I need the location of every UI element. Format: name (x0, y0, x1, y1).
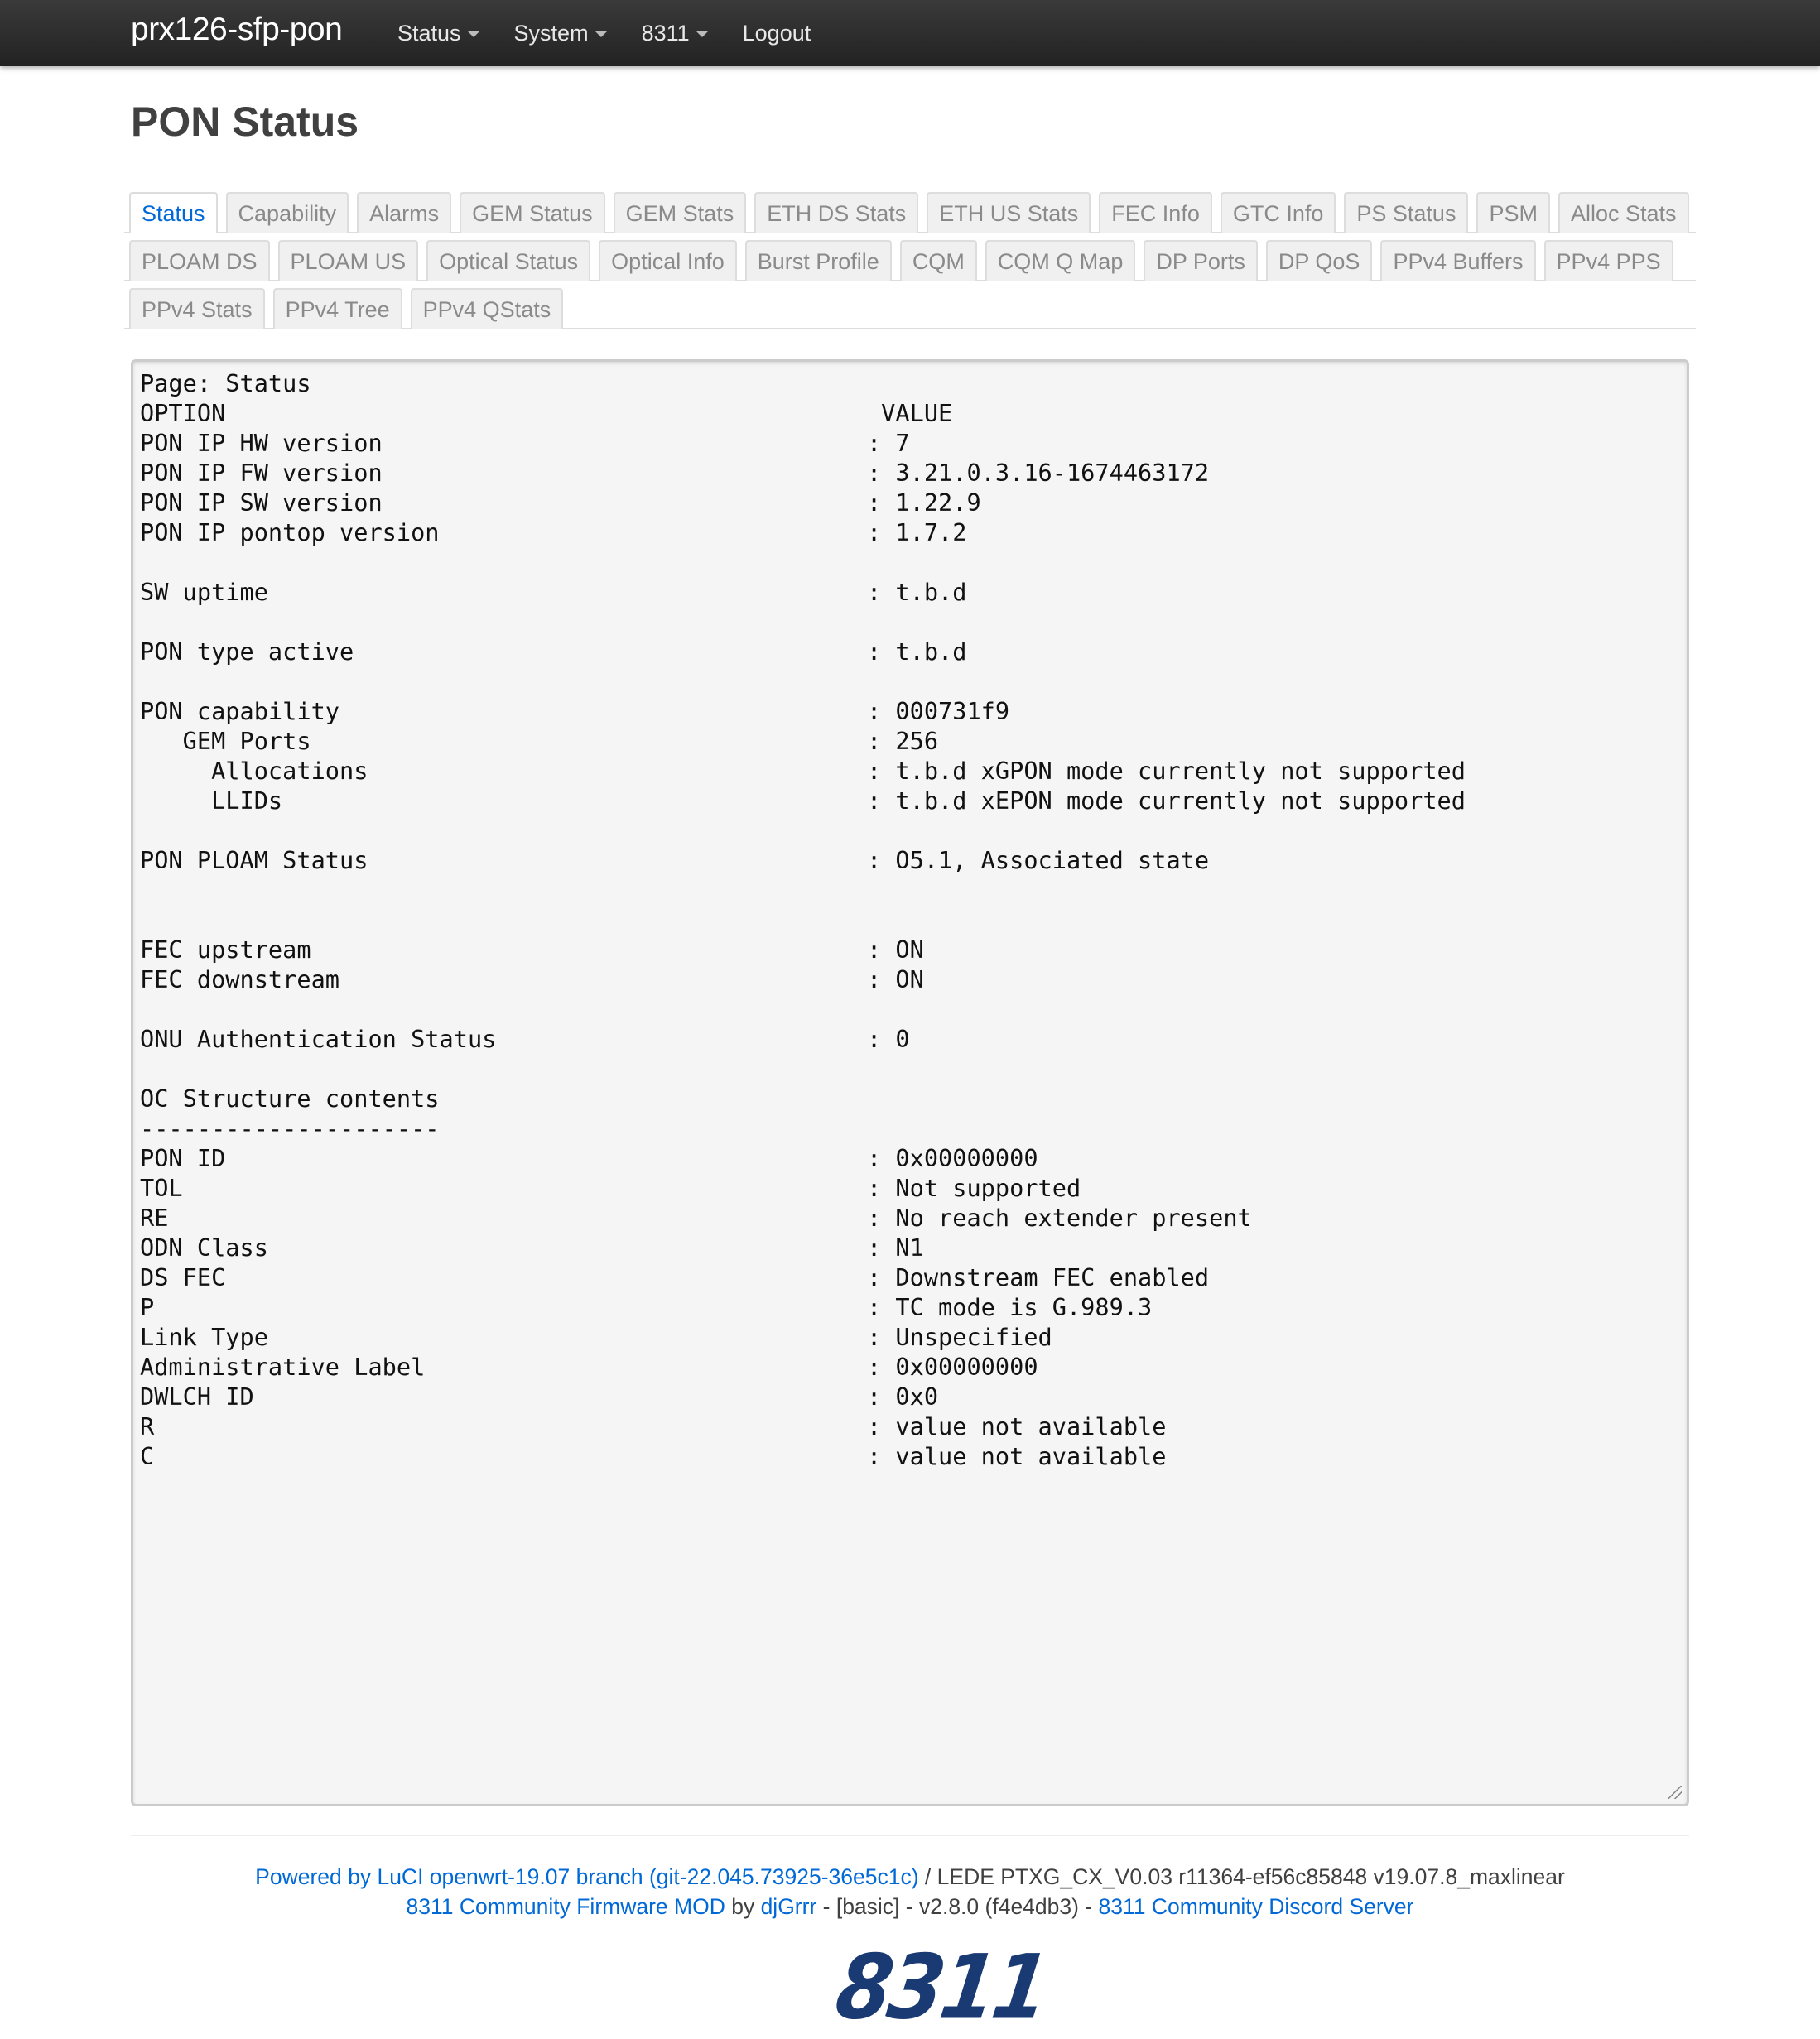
brand-hostname[interactable]: prx126-sfp-pon (131, 12, 343, 47)
nav-logout-label: Logout (742, 20, 811, 46)
nav-8311-label: 8311 (641, 20, 690, 46)
tab-ps-status[interactable]: PS Status (1344, 192, 1468, 233)
resize-grip-icon[interactable] (1668, 1786, 1682, 1799)
tab-cqm-q-map[interactable]: CQM Q Map (985, 240, 1136, 281)
tab-gtc-info[interactable]: GTC Info (1221, 192, 1336, 233)
nav-status-menu[interactable] (397, 21, 479, 46)
luci-version-link[interactable]: Powered by LuCI openwrt-19.07 branch (git-22.045.73925-36e5c1c) (255, 1864, 919, 1889)
caret-down-icon (595, 31, 607, 37)
community-firmware-link[interactable]: 8311 Community Firmware MOD (406, 1894, 725, 1919)
tab-cqm[interactable]: CQM (900, 240, 977, 281)
tab-optical-status[interactable]: Optical Status (426, 240, 590, 281)
tab-fec-info[interactable]: FEC Info (1099, 192, 1212, 233)
nav-menu (397, 0, 845, 66)
status-output-textarea[interactable] (131, 359, 1689, 1806)
caret-down-icon (696, 31, 708, 37)
tab-ppv4-qstats[interactable]: PPv4 QStats (411, 288, 564, 329)
tab-row-2 (124, 235, 1696, 281)
tab-capability[interactable]: Capability (226, 192, 349, 233)
nav-system-menu[interactable] (514, 21, 607, 46)
footer-divider (131, 1835, 1689, 1836)
tab-alloc-stats[interactable]: Alloc Stats (1558, 192, 1689, 233)
nav-system-label: System (513, 20, 589, 46)
tab-ppv4-pps[interactable]: PPv4 PPS (1544, 240, 1673, 281)
tab-status[interactable]: Status (129, 192, 218, 233)
tab-psm[interactable]: PSM (1476, 192, 1550, 233)
tab-burst-profile[interactable]: Burst Profile (745, 240, 892, 281)
nav-status-label: Status (397, 20, 461, 46)
firmware-version-text: / LEDE PTXG_CX_V0.03 r11364-ef56c85848 v19.07.8_maxlinear (918, 1864, 1565, 1889)
status-output-text: Page: Status OPTION VALUE PON IP HW version : 7 PON IP FW version : 3.21.0.3.16-1674463172 PON IP SW version : 1.22.9 PON IP pontop version : 1.7.2 SW uptime : t.b.d PON type active : t.b.d PON capability : 000731f9 GEM Ports : 256 Allocations : t.b.d xGPON mode currently not supported LLIDs : t.b.d xEPON mode currently not supported PON PLOAM Status : O5.1, Associated state FEC upstream : ON FEC downstream : ON ONU Authentication Status : 0 OC Structure contents --------------------- PON ID : 0x00000000 TOL : Not supported RE : No reach extender present ODN Class : N1 DS FEC : Downstream FEC enabled P : TC mode is G.989.3 Link Type : Unspecified Administrative Label : 0x00000000 DWLCH ID : 0x0 R : value not available C : value not available (140, 369, 1466, 1470)
8311-logo: 8311 (830, 1936, 1053, 2039)
nav-8311-menu[interactable] (642, 21, 708, 46)
footer-by-text: by (725, 1894, 761, 1919)
page-title: PON Status (131, 99, 359, 145)
tab-ploam-ds[interactable]: PLOAM DS (129, 240, 270, 281)
tab-eth-us-stats[interactable]: ETH US Stats (927, 192, 1091, 233)
tab-optical-info[interactable]: Optical Info (599, 240, 737, 281)
nav-logout-link[interactable] (743, 21, 811, 46)
tab-gem-stats[interactable]: GEM Stats (614, 192, 747, 233)
tab-ploam-us[interactable]: PLOAM US (278, 240, 419, 281)
tab-ppv4-buffers[interactable]: PPv4 Buffers (1380, 240, 1535, 281)
tab-dp-ports[interactable]: DP Ports (1144, 240, 1258, 281)
tab-row-1 (124, 187, 1696, 233)
top-navbar (0, 0, 1820, 66)
caret-down-icon (468, 31, 479, 37)
tab-alarms[interactable]: Alarms (357, 192, 451, 233)
footer-line-1 (0, 1864, 1820, 1890)
tab-dp-qos[interactable]: DP QoS (1266, 240, 1373, 281)
tab-gem-status[interactable]: GEM Status (460, 192, 605, 233)
tab-ppv4-tree[interactable]: PPv4 Tree (273, 288, 402, 329)
discord-server-link[interactable]: 8311 Community Discord Server (1098, 1894, 1414, 1919)
tab-eth-ds-stats[interactable]: ETH DS Stats (754, 192, 918, 233)
tab-row-3 (124, 283, 1696, 329)
footer-line-2 (0, 1894, 1820, 1920)
author-link[interactable]: djGrrr (760, 1894, 817, 1919)
tab-ppv4-stats[interactable]: PPv4 Stats (129, 288, 265, 329)
footer-version-text: - [basic] - v2.8.0 (f4e4db3) - (816, 1894, 1099, 1919)
